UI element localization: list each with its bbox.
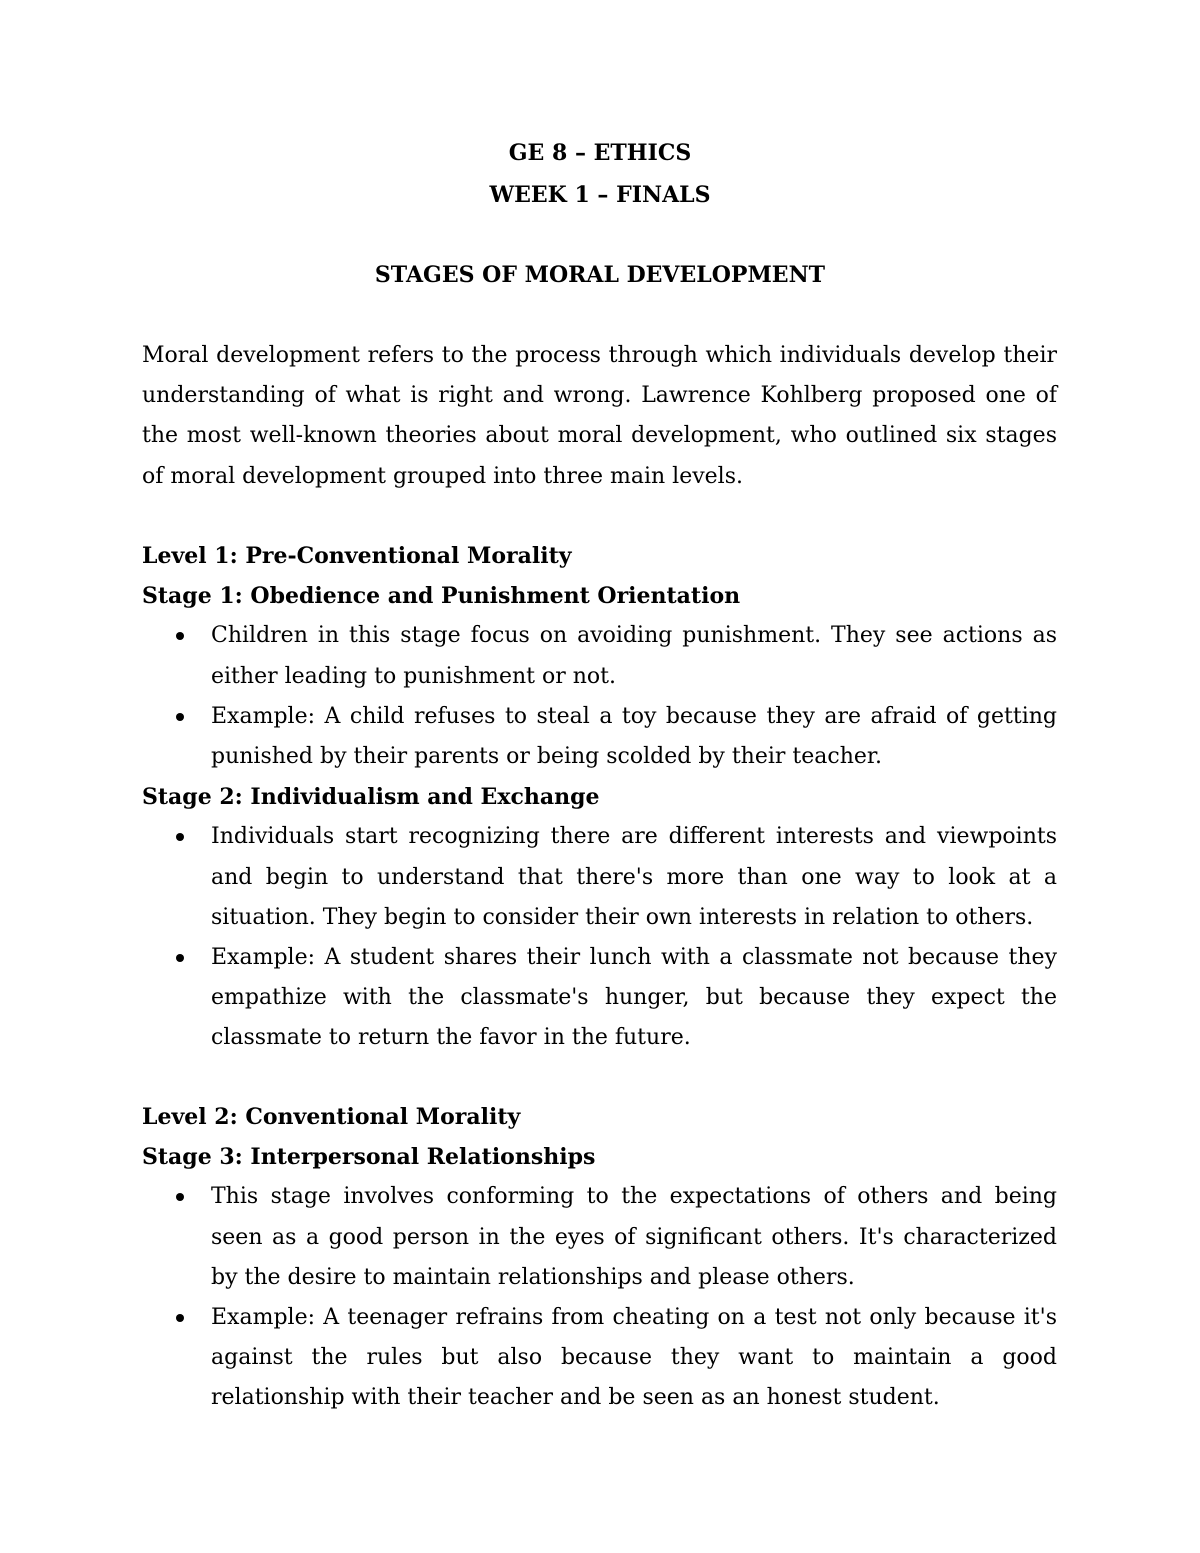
bullet-text: Children in this stage focus on avoiding punishment. They see actions as either leading to punishment or not.	[211, 623, 1057, 689]
stage-2-title: Stage 2: Individualism and Exchange	[142, 784, 600, 811]
list-item	[142, 938, 1057, 1059]
list-item	[142, 1298, 1057, 1419]
stage-1-title: Stage 1: Obedience and Punishment Orientation	[142, 583, 741, 610]
bullet-icon	[176, 833, 184, 841]
stage-1-bullets	[142, 616, 1057, 777]
list-item	[142, 616, 1057, 696]
bullet-text: This stage involves conforming to the expectations of others and being seen as a good person in the eyes of significant others. It's characterized by the desire to maintain relationships and please others.	[211, 1184, 1057, 1290]
intro-paragraph: Moral development refers to the process through which individuals develop their understanding of what is right and wrong. Lawrence Kohlberg proposed one of the most well-known theories about moral development, who outlined six stages of moral development grouped into three main levels.	[142, 343, 1057, 489]
stage-3-bullets	[142, 1177, 1057, 1418]
course-title: GE 8 – ETHICS	[508, 140, 692, 166]
list-item	[142, 817, 1057, 938]
stage-2-bullets	[142, 817, 1057, 1058]
list-item	[142, 1177, 1057, 1298]
bullet-icon	[176, 632, 184, 640]
bullet-icon	[176, 1314, 184, 1322]
list-item	[142, 697, 1057, 777]
bullet-text: Example: A teenager refrains from cheating on a test not only because it's against the rules but also because they want to maintain a good relationship with their teacher and be seen as an honest student.	[211, 1305, 1057, 1411]
level-1-title: Level 1: Pre-Conventional Morality	[142, 543, 572, 569]
bullet-text: Example: A child refuses to steal a toy because they are afraid of getting punished by their parents or being scolded by their teacher.	[211, 703, 1057, 770]
topic-title: STAGES OF MORAL DEVELOPMENT	[374, 262, 826, 288]
level-2-title: Level 2: Conventional Morality	[142, 1104, 521, 1130]
bullet-text: Individuals start recognizing there are different interests and viewpoints and begin to understand that there's more than one way to look at a situation. They begin to consider their own interests in relation to others.	[211, 824, 1057, 930]
bullet-icon	[176, 1193, 184, 1201]
stage-3-title: Stage 3: Interpersonal Relationships	[142, 1144, 596, 1171]
bullet-icon	[176, 713, 184, 721]
week-title: WEEK 1 – FINALS	[489, 182, 711, 208]
level-1-section	[142, 536, 1057, 1059]
bullet-icon	[176, 954, 184, 962]
bullet-text: Example: A student shares their lunch with a classmate not because they empathize with the classmate's hunger, but because they expect the classmate to return the favor in the future.	[211, 945, 1057, 1051]
level-2-section	[142, 1097, 1057, 1419]
